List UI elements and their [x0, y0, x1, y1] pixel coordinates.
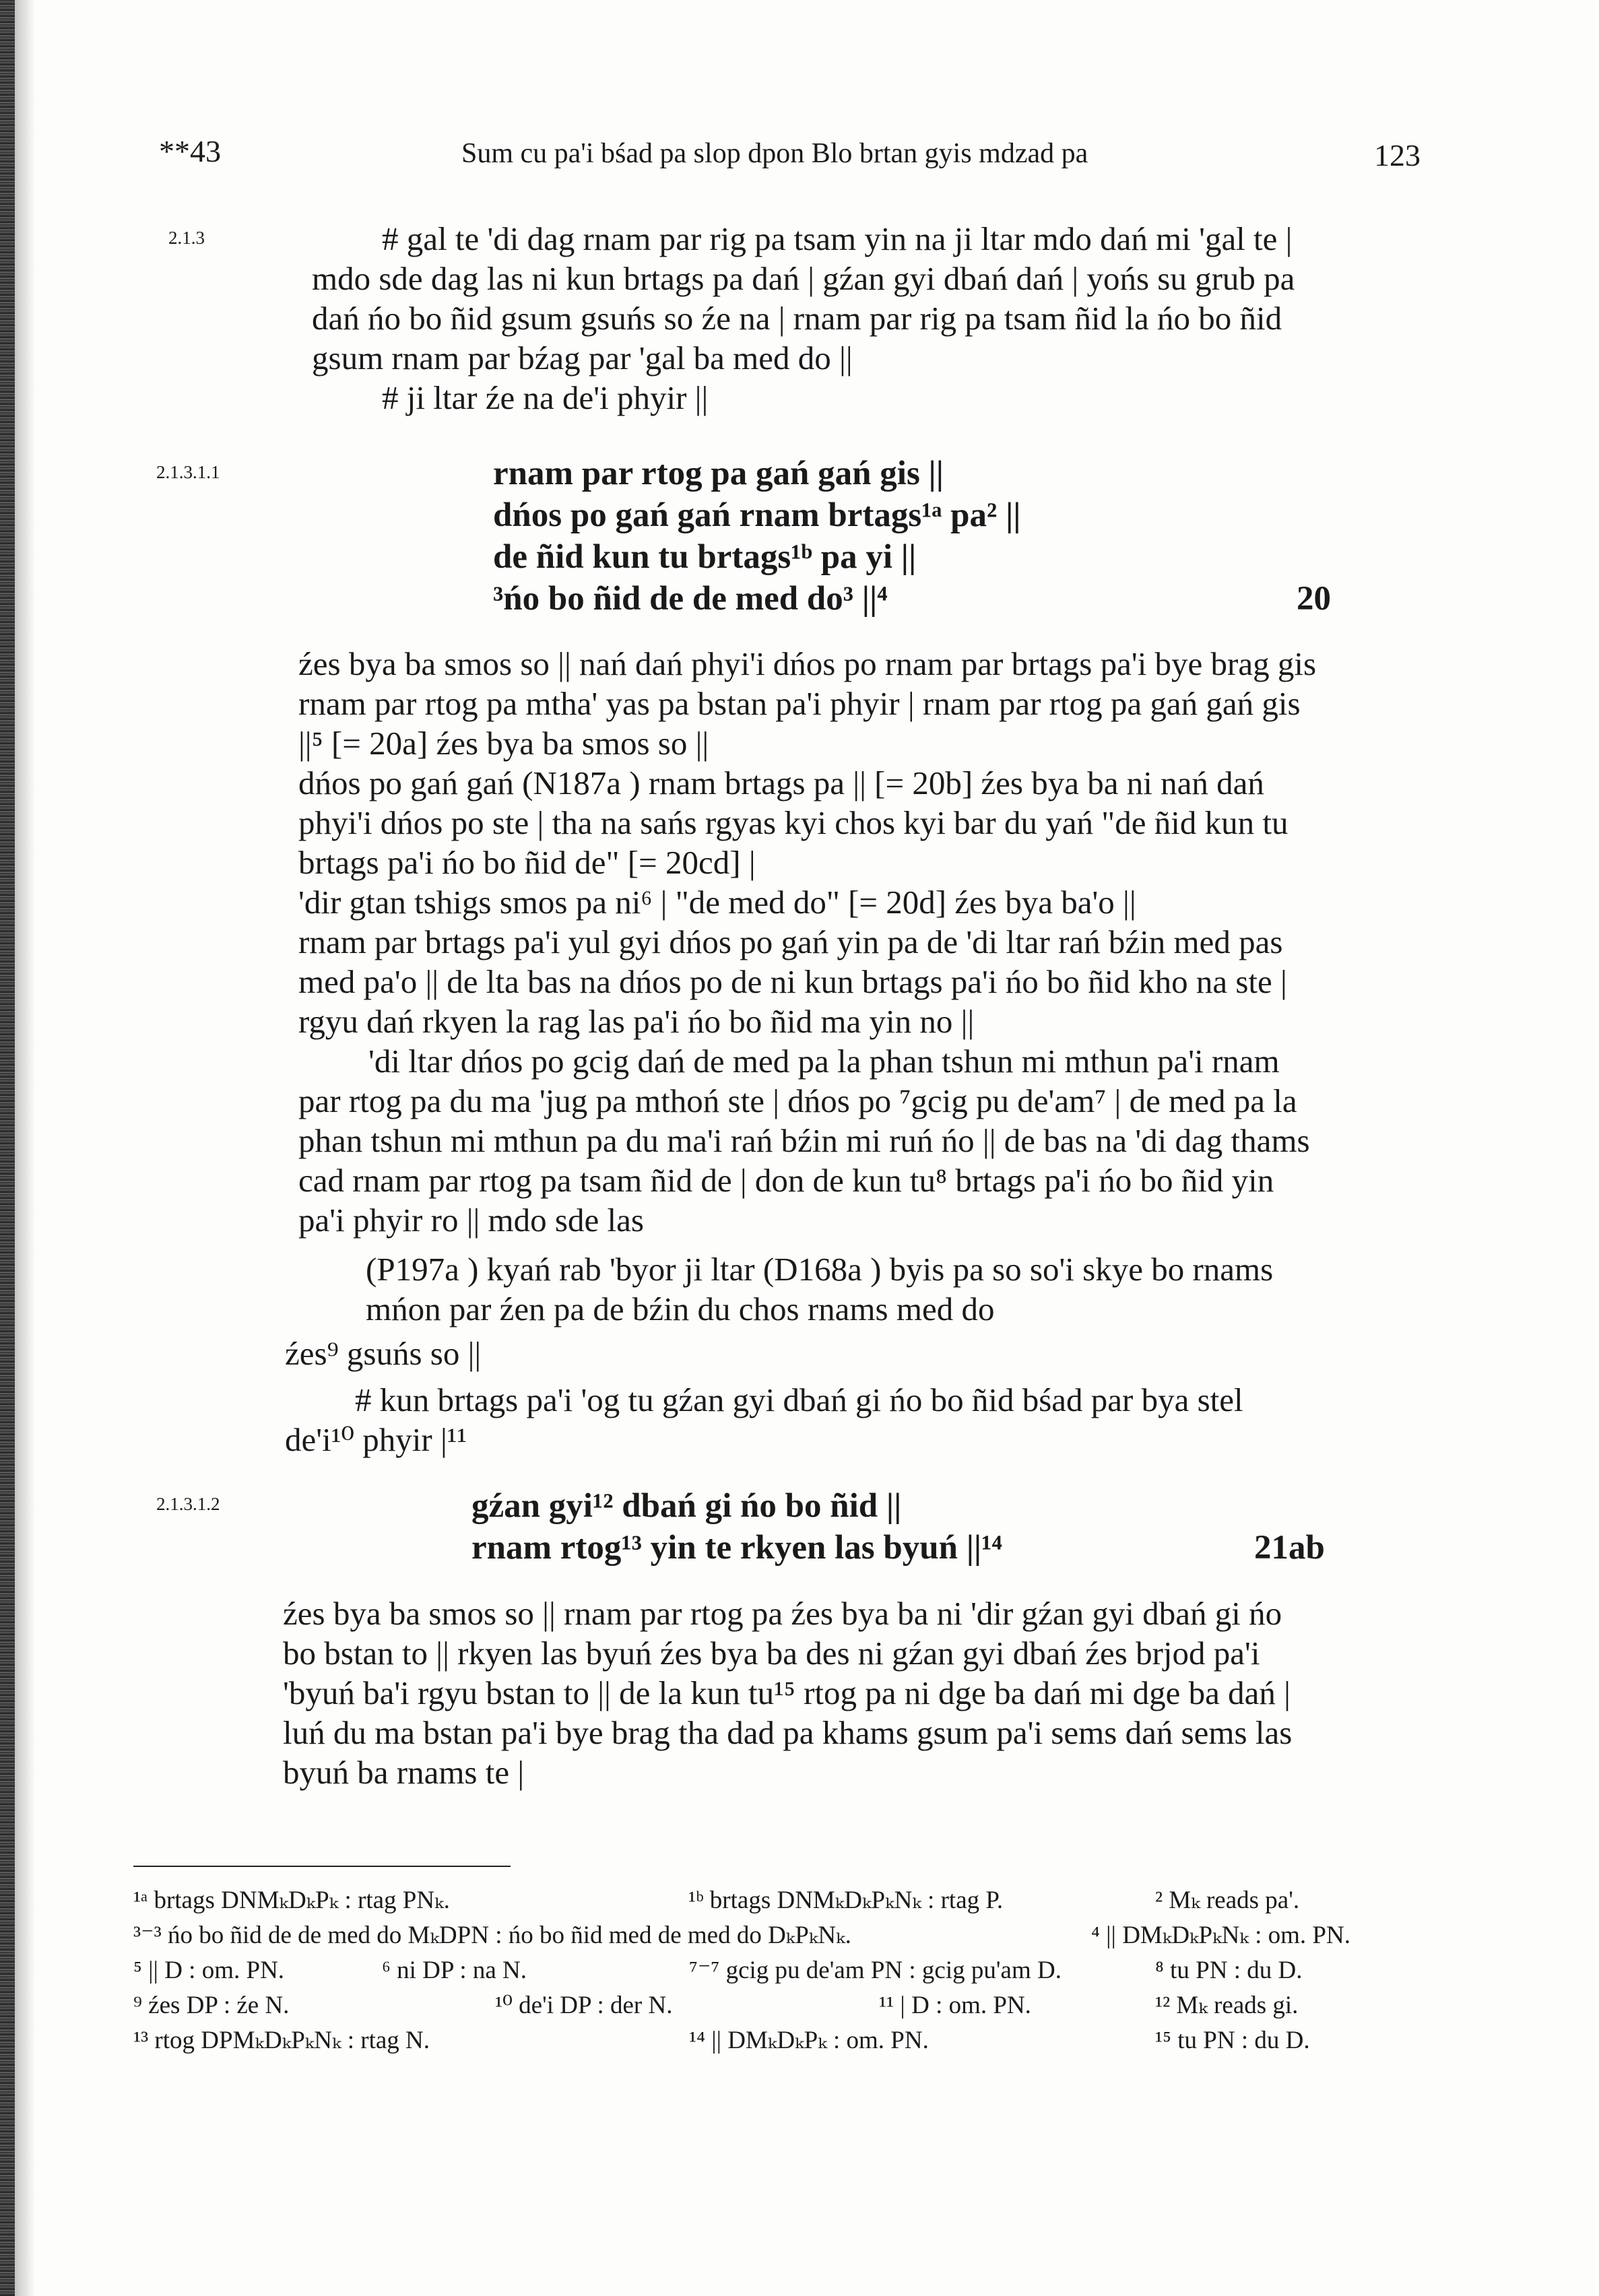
footnote-13: ¹³ rtog DPMₖDₖPₖNₖ : rtag N. [133, 2027, 430, 2054]
footnote-9: ⁹ źes DP : źe N. [133, 1992, 290, 2019]
text-line: brtags pa'i ńo bo ñid de" [= 20cd] | [298, 844, 756, 881]
page-number: 123 [1374, 138, 1421, 172]
verse-line: gźan gyi¹² dbań gi ńo bo ñid || [471, 1487, 902, 1525]
footnote-7: ⁷⁻⁷ gcig pu de'am PN : gcig pu'am D. [689, 1957, 1062, 1984]
paragraph-commentary-21 [283, 1594, 1292, 1792]
text-line: med pa'o || de lta bas na dńos po de ni kun brtags pa'i ńo bo ñid kho na ste | [298, 963, 1287, 1000]
verse-21ab [471, 1485, 1002, 1569]
verse-20 [493, 453, 1021, 620]
verse-number-21ab: 21ab [1254, 1529, 1325, 1567]
footnote-rule [133, 1866, 511, 1867]
verse-line: de ñid kun tu brtags¹ᵇ pa yi || [493, 538, 917, 576]
text-line: ||⁵ [= 20a] źes bya ba smos so || [298, 725, 709, 762]
section-number-2-1-3-1-2: 2.1.3.1.2 [156, 1494, 220, 1514]
footnote-4: ⁴ || DMₖDₖPₖNₖ : om. PN. [1091, 1922, 1350, 1949]
verse-line: rnam par rtog pa gań gań gis || [493, 455, 944, 492]
paragraph-commentary-20 [298, 644, 1316, 1240]
text-line: rgyu dań rkyen la rag las pa'i ńo bo ñid ma yin no || [298, 1003, 975, 1040]
text-line: rnam par rtog pa mtha' yas pa bstan pa'i phyir | rnam par rtog pa gań gań gis [298, 685, 1301, 722]
section-number-2-1-3: 2.1.3 [168, 228, 205, 248]
book-binding-edge [0, 0, 15, 2296]
footnote-1a: ¹ᵃ brtags DNMₖDₖPₖ : rtag PNₖ. [133, 1887, 450, 1914]
text-line: # ji ltar źe na de'i phyir || [382, 379, 709, 416]
text-line: par rtog pa du ma 'jug pa mthoń ste | dńos po ⁷gcig pu de'am⁷ | de med pa la [298, 1082, 1297, 1119]
text-line: 'byuń ba'i rgyu bstan to || de la kun tu¹⁵ rtog pa ni dge ba dań mi dge ba dań | [283, 1674, 1291, 1711]
footnote-3: ³⁻³ ńo bo ñid de de med do MₖDPN : ńo bo ñid med de med do DₖPₖNₖ. [133, 1922, 851, 1949]
text-line: mdo sde dag las ni kun brtags pa dań | gźan gyi dbań dań | yońs su grub pa [312, 260, 1295, 297]
text-line: phyi'i dńos po ste | tha na sańs rgyas kyi chos kyi bar du yań "de ñid kun tu [298, 804, 1288, 841]
text-line: phan tshun mi mthun pa du ma'i rań bźin mi ruń ńo || de bas na 'di dag thams [298, 1122, 1310, 1159]
verse-number-20: 20 [1297, 580, 1331, 618]
footnote-14: ¹⁴ || DMₖDₖPₖ : om. PN. [689, 2027, 929, 2054]
text-line: źes bya ba smos so || nań dań phyi'i dńos po rnam par brtags pa'i bye brag gis [298, 645, 1317, 682]
paragraph-intro [312, 219, 1295, 418]
text-line: bo bstan to || rkyen las byuń źes bya ba des ni gźan gyi dbań źes brjod pa'i [283, 1635, 1260, 1672]
running-title: Sum cu pa'i bśad pa slop dpon Blo brtan gyis mdzad pa [461, 138, 1088, 169]
footnote-10: ¹⁰ de'i DP : der N. [495, 1992, 673, 2019]
footnote-8: ⁸ tu PN : du D. [1155, 1957, 1303, 1984]
text-line: # gal te 'di dag rnam par rig pa tsam yin na ji ltar mdo dań mi 'gal te | [382, 220, 1293, 257]
footnote-1b: ¹ᵇ brtags DNMₖDₖPₖNₖ : rtag P. [688, 1887, 1004, 1914]
text-line: # kun brtags pa'i 'og tu gźan gyi dbań gi ńo bo ñid bśad par bya stel [355, 1381, 1243, 1418]
footnote-6: ⁶ ni DP : na N. [382, 1957, 527, 1984]
text-line: dań ńo bo ñid gsum gsuńs so źe na | rnam par rig pa tsam ñid la ńo bo ñid [312, 300, 1282, 337]
text-line: gsum rnam par bźag par 'gal ba med do || [312, 339, 853, 376]
text-line: cad rnam par rtog pa tsam ñid de | don de kun tu⁸ brtags pa'i ńo bo ñid yin [298, 1162, 1274, 1199]
footnote-5: ⁵ || D : om. PN. [133, 1957, 285, 1984]
quote-line: (P197a ) kyań rab 'byor ji ltar (D168a ) byis pa so so'i skye bo rnams [366, 1251, 1274, 1288]
section-number-2-1-3-1-1: 2.1.3.1.1 [156, 462, 220, 482]
text-line: dńos po gań gań (N187a ) rnam brtags pa || [= 20b] źes bya ba ni nań dań [298, 764, 1264, 801]
text-line: pa'i phyir ro || mdo sde las [298, 1202, 644, 1239]
text-line: źes⁹ gsuńs so || [285, 1335, 482, 1372]
text-line: 'dir gtan tshigs smos pa ni⁶ | "de med do" [= 20d] źes bya ba'o || [298, 884, 1136, 921]
text-line: byuń ba rnams te | [283, 1754, 525, 1791]
verse-line: ³ńo bo ñid de de med do³ ||⁴ [493, 580, 888, 618]
footnote-2: ² Mₖ reads pa'. [1155, 1887, 1300, 1914]
header-left-mark: **43 [159, 134, 221, 168]
footnote-15: ¹⁵ tu PN : du D. [1155, 2027, 1310, 2054]
footnote-11: ¹¹ | D : om. PN. [879, 1992, 1031, 2019]
verse-line: rnam rtog¹³ yin te rkyen las byuń ||¹⁴ [471, 1529, 1002, 1567]
sutra-quote [366, 1249, 1273, 1329]
verse-line: dńos po gań gań rnam brtags¹ᵃ pa² || [493, 496, 1021, 534]
binding-shadow [15, 0, 35, 2296]
text-line: 'di ltar dńos po gcig dań de med pa la phan tshun mi mthun pa'i rnam [368, 1043, 1280, 1080]
quote-line: mńon par źen pa de bźin du chos rnams med do [366, 1290, 995, 1327]
paragraph-transition [285, 1334, 1243, 1459]
footnote-12: ¹² Mₖ reads gi. [1155, 1992, 1299, 2019]
text-line: rnam par brtags pa'i yul gyi dńos po gań yin pa de 'di ltar rań bźin med pas [298, 923, 1283, 960]
text-line: luń du ma bstan pa'i bye brag tha dad pa khams gsum pa'i sems dań sems las [283, 1714, 1293, 1751]
text-line: źes bya ba smos so || rnam par rtog pa źes bya ba ni 'dir gźan gyi dbań gi ńo [283, 1595, 1282, 1632]
text-line: de'i¹⁰ phyir |¹¹ [285, 1421, 467, 1458]
